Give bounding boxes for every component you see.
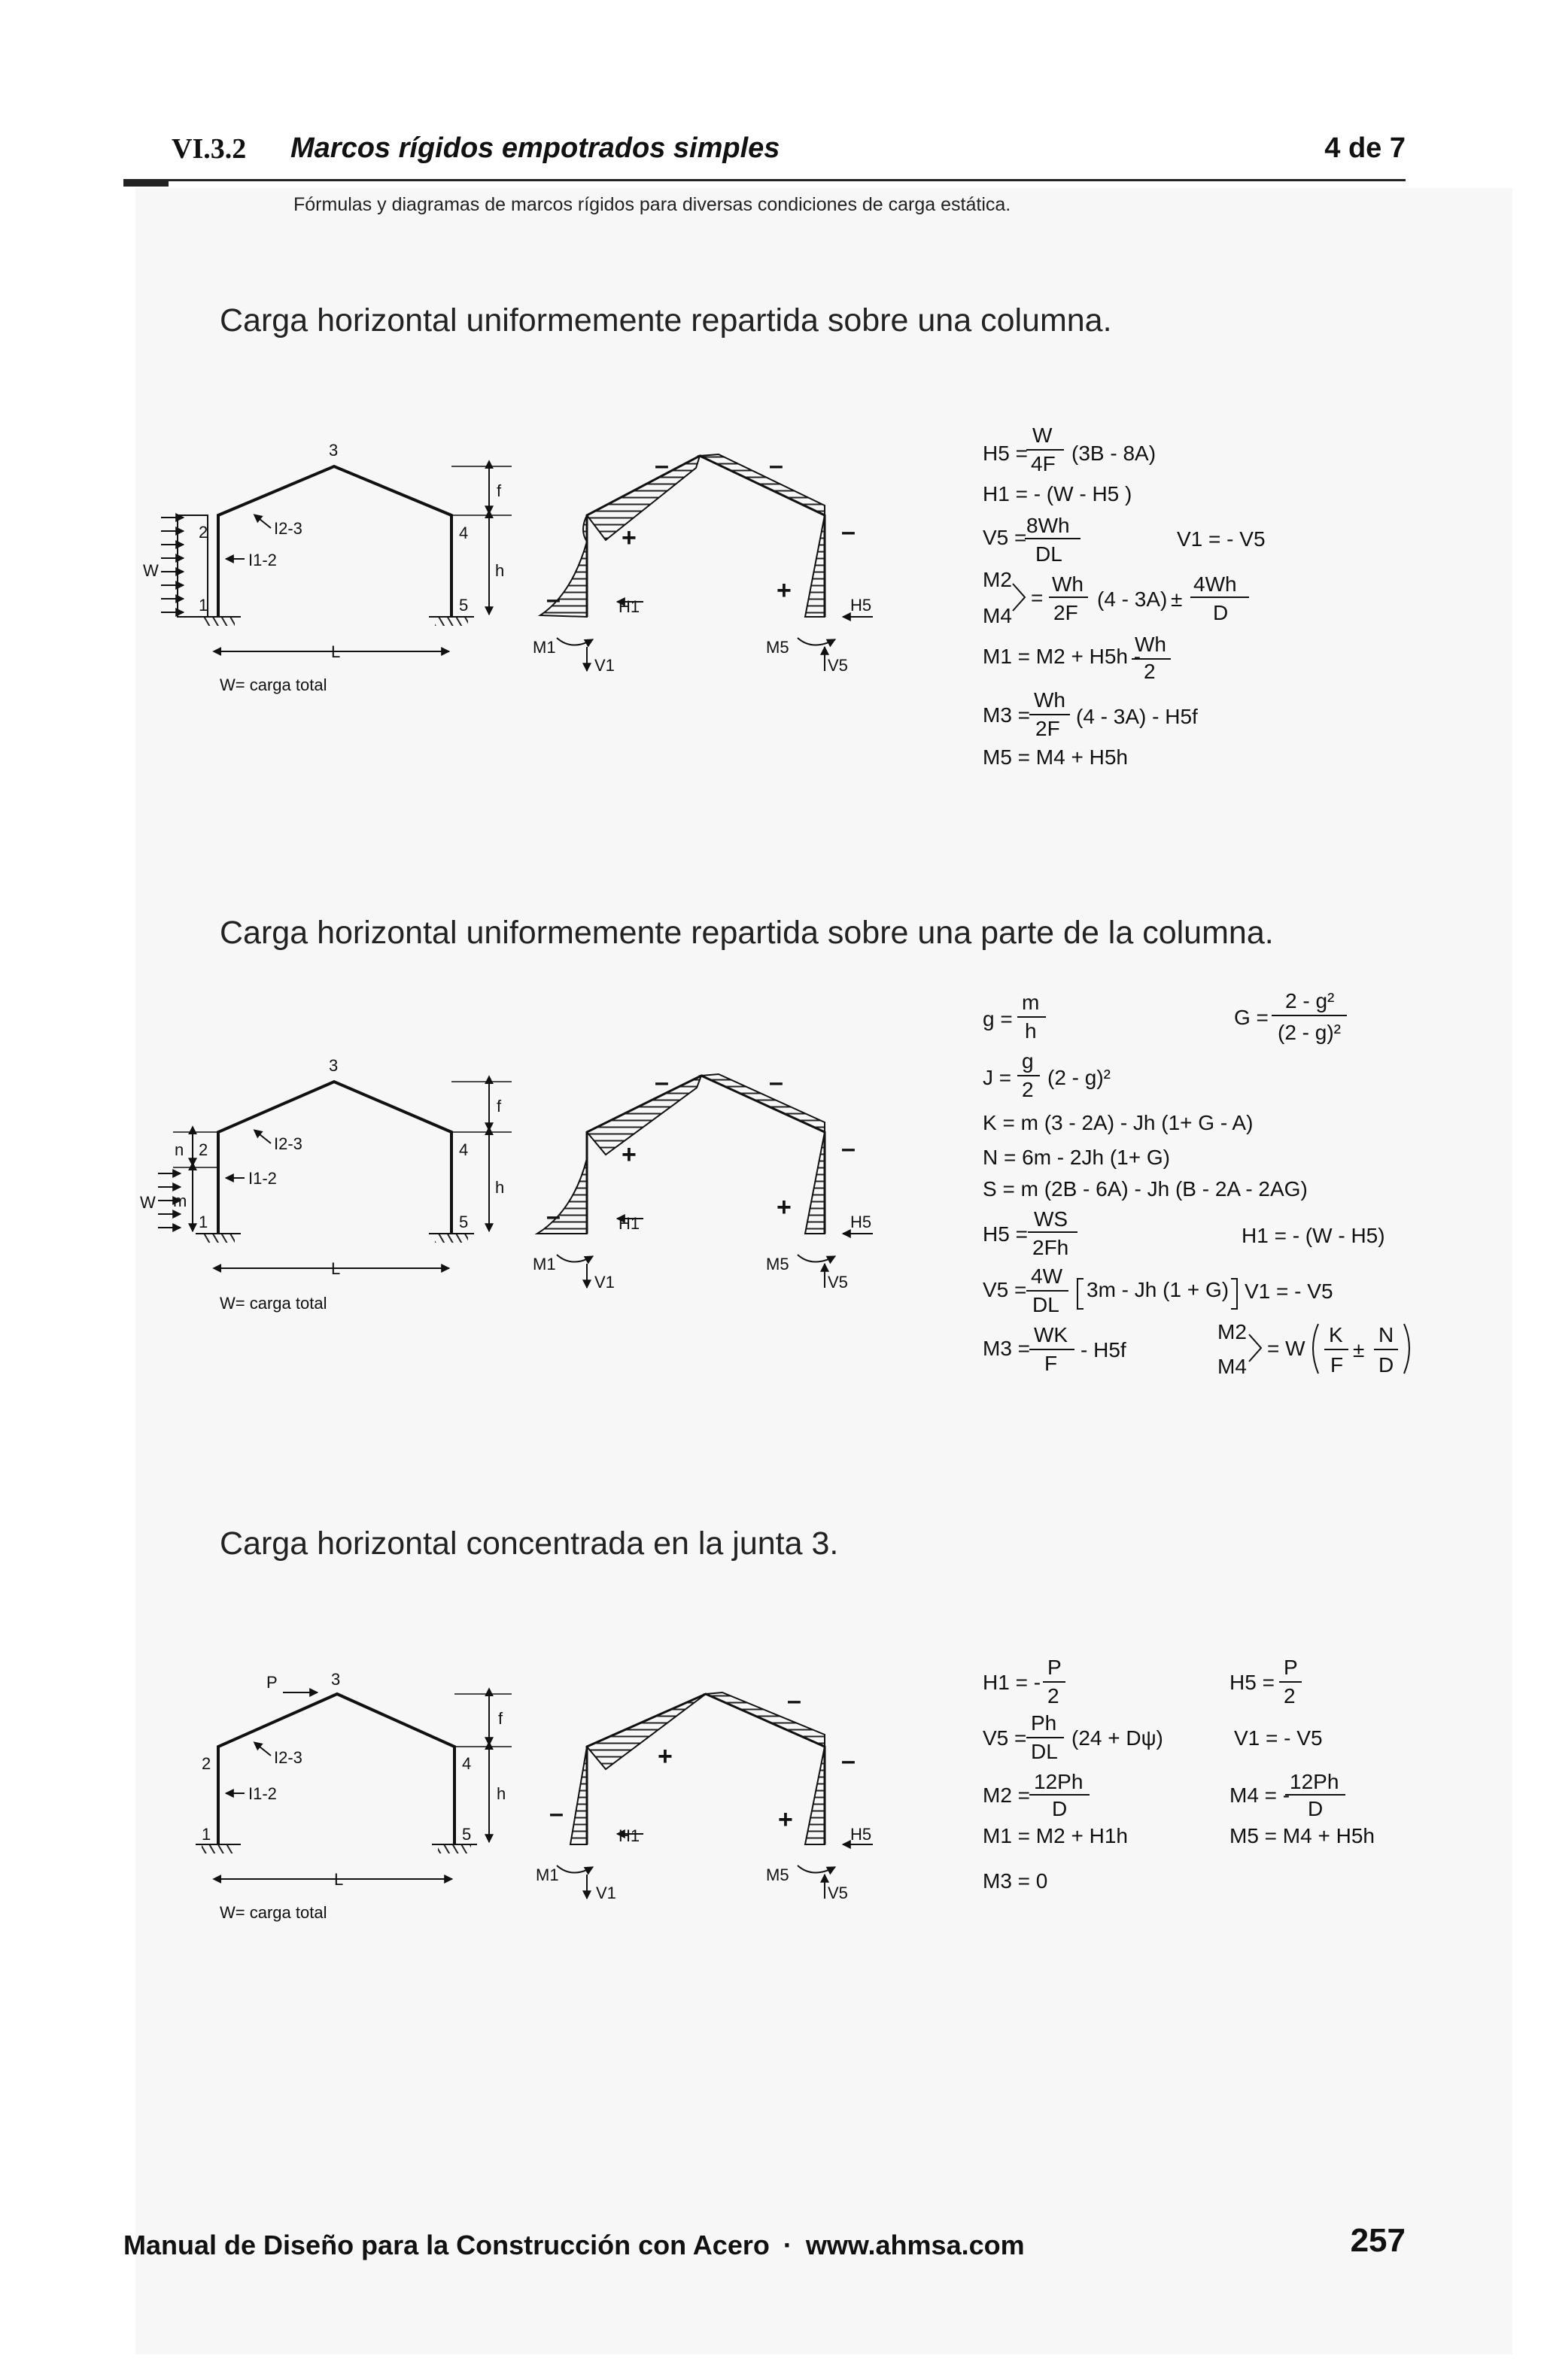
load-arrows (161, 518, 184, 612)
load-note: W= carga total (220, 675, 327, 694)
height-label: h (495, 561, 505, 580)
formula-text: 2F (1053, 601, 1078, 624)
h1-label: H1 (619, 1826, 640, 1845)
formula-text: D (1213, 601, 1229, 624)
formula-text: = W (1267, 1337, 1305, 1360)
inertia-column-label: I1-2 (248, 551, 277, 569)
formula-text: K = m (3 - 2A) - Jh (1+ G - A) (983, 1111, 1254, 1134)
formulas-2 (983, 989, 1409, 1378)
sign-minus: – (841, 518, 856, 546)
formula-text: 2Fh (1032, 1236, 1069, 1259)
formula-text: ± (1171, 587, 1183, 611)
joint-4-label: 4 (462, 1754, 472, 1773)
formula-text: Ph (1031, 1711, 1057, 1735)
moment-diagram-3 (536, 1686, 873, 1902)
formula-text: H1 = - (W - H5) (1242, 1224, 1385, 1247)
formula-text: V1 = - V5 (1245, 1280, 1333, 1303)
v1-label: V1 (596, 1884, 616, 1902)
v1-label: V1 (594, 656, 615, 675)
sign-plus: + (777, 576, 792, 605)
formulas-3 (983, 1656, 1375, 1893)
frame-diagram-3 (196, 1670, 512, 1922)
formula-text: Wh (1135, 633, 1166, 656)
h5-label: H5 (850, 596, 872, 615)
section-number: VI.3.2 (172, 133, 247, 165)
inertia-beam-label: I2-3 (274, 1748, 302, 1767)
formula-text: S = m (2B - 6A) - Jh (B - 2A - 2AG) (983, 1177, 1308, 1201)
formula-text: g (1022, 1049, 1034, 1073)
formula-text: h (1025, 1019, 1037, 1043)
joint-1-label: 1 (202, 1825, 211, 1844)
sign-plus: + (622, 1140, 637, 1169)
formula-text: H5 = (983, 1222, 1028, 1246)
inertia-column-label: I1-2 (248, 1784, 277, 1803)
formula-text: ± (1353, 1338, 1365, 1362)
formula-text: J = (983, 1066, 1012, 1089)
formula-text: V1 = - V5 (1234, 1726, 1323, 1750)
inertia-beam-label: I2-3 (274, 519, 302, 538)
formula-text: 4W (1031, 1264, 1062, 1288)
formula-text: (3B - 8A) (1071, 442, 1157, 465)
formula-text: DL (1032, 1293, 1059, 1316)
v1-label: V1 (594, 1273, 615, 1292)
formula-text: 3m - Jh (1 + G) (1087, 1278, 1229, 1301)
formula-text: m (1022, 991, 1040, 1014)
formula-text: F (1044, 1352, 1058, 1375)
formula-text: 2 (1284, 1684, 1296, 1708)
load-label: W (143, 561, 159, 580)
formula-text: WS (1034, 1207, 1068, 1231)
page-number: 257 (1350, 2222, 1406, 2259)
formula-text: D (1378, 1353, 1394, 1377)
formula-text: M4 = - (1229, 1783, 1290, 1807)
formula-text: 2 - g² (1285, 989, 1335, 1012)
m-label: m (173, 1192, 187, 1210)
formula-text: V5 = (983, 526, 1027, 549)
sign-minus: – (655, 451, 669, 480)
joint-2-label: 2 (199, 1140, 208, 1159)
formula-text: N (1378, 1323, 1394, 1346)
height-label: h (497, 1784, 506, 1803)
formula-text: 4F (1031, 452, 1056, 475)
moment-diagram-2 (533, 1068, 873, 1292)
frame-diagram-2 (140, 1056, 512, 1313)
formula-text: N = 6m - 2Jh (1+ G) (983, 1146, 1170, 1169)
joint-3-label: 3 (329, 441, 339, 460)
sign-minus: – (769, 451, 783, 480)
fixed-support-right (435, 1234, 468, 1243)
formula-text: H5 = (1229, 1671, 1275, 1694)
fixed-support-left (202, 1844, 235, 1853)
formula-text: 2 (1022, 1078, 1034, 1101)
formula-text: 2F (1035, 717, 1060, 740)
joint-2-label: 2 (199, 523, 208, 542)
joint-3-label: 3 (331, 1670, 341, 1689)
formula-text: (2 - g)² (1047, 1066, 1111, 1089)
sign-minus: – (769, 1068, 783, 1097)
formula-text: 2 (1144, 660, 1156, 683)
fixed-support-left (202, 617, 235, 626)
footer-url[interactable]: www.ahmsa.com (805, 2230, 1025, 2260)
footer-separator: · (783, 2230, 792, 2260)
formula-text: WK (1034, 1323, 1068, 1346)
formula-text: K (1329, 1323, 1343, 1346)
formula-text: DL (1031, 1740, 1058, 1763)
sign-minus: – (841, 1747, 856, 1775)
formula-text: 12Ph (1290, 1770, 1339, 1793)
formula-text: M1 = M2 + H1h (983, 1824, 1128, 1847)
frame-outline (218, 466, 451, 617)
span-label: L (331, 642, 341, 661)
load-label: W (140, 1193, 156, 1212)
footer-manual-title: Manual de Diseño para la Construcción con Acero (123, 2230, 770, 2260)
formula-text: H1 = - (W - H5 ) (983, 482, 1132, 505)
formula-text: M3 = 0 (983, 1869, 1048, 1893)
v5-label: V5 (828, 1273, 848, 1292)
formula-text: M4 (1217, 1355, 1247, 1378)
formula-text: (24 + Dψ) (1071, 1726, 1163, 1750)
formula-text: M5 = M4 + H5h (983, 745, 1128, 769)
section-title-3: Carga horizontal concentrada en la junta 3. (220, 1525, 839, 1562)
joint-5-label: 5 (462, 1825, 472, 1844)
sign-plus: + (658, 1742, 673, 1771)
rise-label: f (497, 1097, 502, 1116)
load-label: P (266, 1673, 278, 1692)
formula-text: M2 = (983, 1783, 1031, 1807)
formula-text: V5 = (983, 1726, 1027, 1750)
frame-diagram-1 (143, 441, 512, 694)
span-label: L (334, 1870, 344, 1889)
formula-text: M3 = (983, 703, 1031, 727)
formula-text: D (1052, 1797, 1068, 1820)
section-title-2: Carga horizontal uniformemente repartida sobre una parte de la columna. (220, 915, 1274, 951)
sign-plus: + (778, 1805, 793, 1834)
formula-text: 12Ph (1034, 1770, 1084, 1793)
rise-label: f (498, 1709, 503, 1728)
inertia-column-label: I1-2 (248, 1169, 277, 1188)
v5-label: V5 (828, 656, 848, 675)
formula-text: DL (1035, 542, 1062, 566)
joint-3-label: 3 (329, 1056, 339, 1075)
formula-text: Wh (1052, 572, 1084, 596)
formula-text: V5 = (983, 1278, 1027, 1301)
formula-text: = (1031, 586, 1044, 609)
formula-text: H1 = - (983, 1671, 1041, 1694)
page-title: Marcos rígidos empotrados simples (290, 132, 780, 164)
v5-label: V5 (828, 1884, 848, 1902)
formula-text: 8Wh (1026, 514, 1070, 537)
footer-manual (123, 2230, 1025, 2261)
span-label: L (331, 1259, 341, 1278)
formula-text: P (1284, 1656, 1298, 1679)
formula-text: M3 = (983, 1337, 1031, 1360)
formula-text: (2 - g)² (1278, 1021, 1341, 1044)
joint-1-label: 1 (199, 596, 208, 615)
m1-label: M1 (536, 1865, 559, 1884)
formula-text: Wh (1034, 688, 1065, 712)
formula-text: M5 = M4 + H5h (1229, 1824, 1375, 1847)
formula-text: M1 = M2 + H5h - (983, 645, 1141, 668)
formula-text: M2 (983, 568, 1012, 591)
h1-label: H1 (619, 1214, 640, 1233)
formulas-1 (983, 423, 1266, 769)
sign-minus: – (549, 1799, 564, 1828)
joint-5-label: 5 (459, 1213, 469, 1231)
m5-label: M5 (766, 638, 789, 657)
h1-label: H1 (619, 597, 640, 616)
n-label: n (175, 1140, 184, 1159)
rise-label: f (497, 481, 502, 500)
h5-label: H5 (850, 1825, 872, 1844)
formula-text: W (1032, 423, 1053, 447)
formula-text: D (1308, 1797, 1324, 1820)
joint-4-label: 4 (459, 1140, 469, 1159)
sign-minus: – (546, 585, 561, 614)
page-subtitle: Fórmulas y diagramas de marcos rígidos para diversas condiciones de carga estática. (293, 194, 1011, 215)
sign-minus: – (655, 1068, 669, 1097)
formula-text: M4 (983, 604, 1012, 627)
formula-text: P (1047, 1656, 1062, 1679)
formula-text: g = (983, 1007, 1013, 1031)
sign-plus: + (622, 524, 637, 552)
formula-text: (4 - 3A) (1097, 587, 1168, 611)
fixed-support-right (438, 1844, 471, 1853)
fixed-support-left (202, 1234, 235, 1243)
moment-diagram-1 (533, 451, 873, 675)
m5-label: M5 (766, 1865, 789, 1884)
formula-text: 2 (1047, 1684, 1059, 1708)
formula-text: (4 - 3A) - H5f (1076, 705, 1198, 728)
formula-text: - H5f (1081, 1338, 1126, 1362)
formula-text: F (1330, 1353, 1344, 1377)
formula-text: M2 (1217, 1320, 1247, 1343)
section-title-1: Carga horizontal uniformemente repartida sobre una columna. (220, 302, 1112, 338)
formula-text: V1 = - V5 (1177, 527, 1266, 551)
formula-text: G = (1234, 1006, 1269, 1029)
joint-4-label: 4 (459, 524, 469, 542)
sign-minus: – (787, 1686, 801, 1715)
inertia-beam-label: I2-3 (274, 1134, 302, 1153)
formula-text: 4Wh (1193, 572, 1237, 596)
m1-label: M1 (533, 1255, 556, 1273)
m5-label: M5 (766, 1255, 789, 1273)
m1-label: M1 (533, 638, 556, 657)
sign-minus: – (841, 1134, 856, 1163)
h5-label: H5 (850, 1213, 872, 1231)
fixed-support-right (435, 617, 468, 626)
joint-2-label: 2 (202, 1754, 211, 1773)
sign-minus: – (546, 1202, 561, 1231)
sign-plus: + (777, 1193, 792, 1222)
page-indicator: 4 de 7 (1324, 132, 1406, 164)
load-note: W= carga total (220, 1294, 327, 1313)
joint-5-label: 5 (459, 596, 469, 615)
formula-text: H5 = (983, 442, 1028, 465)
joint-1-label: 1 (199, 1213, 208, 1231)
height-label: h (495, 1178, 505, 1197)
load-note: W= carga total (220, 1903, 327, 1922)
